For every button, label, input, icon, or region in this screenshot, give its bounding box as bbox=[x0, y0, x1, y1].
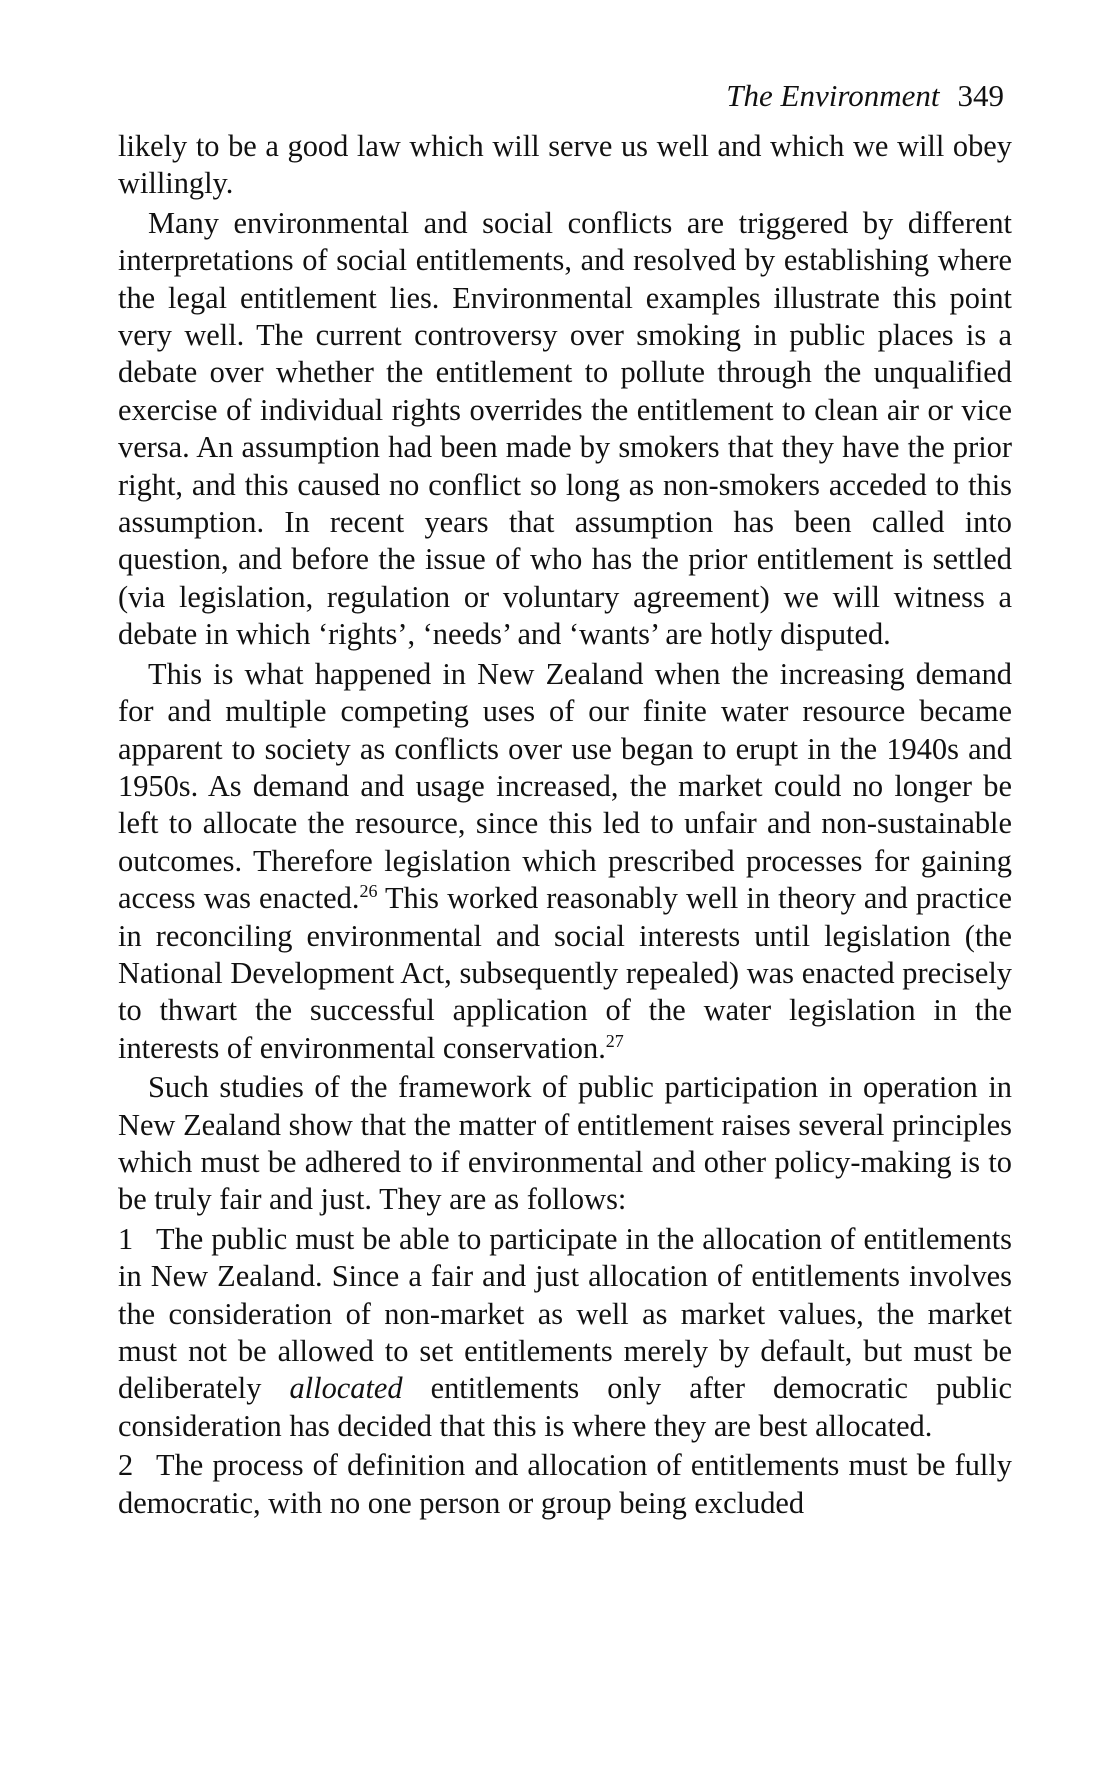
paragraph-1: likely to be a good law which will serve us well and which we will obey willingly. bbox=[118, 129, 1012, 201]
list-item-2-text: The process of definition and allocation of entitlements must be fully democratic, with no one person or group being excluded bbox=[118, 1448, 1012, 1520]
paragraph-3-text-b: This worked reasonably well in theory and practice in reconciling environmental and social interests until legislation (the National Development Act, subsequently repealed) was enacted precisely to thwart the successful application of the water legislation in the interests of environmental conservation. bbox=[118, 881, 1012, 1065]
paragraph-3-text-a: This is what happened in New Zealand when the increasing demand for and multiple competing uses of our finite water resource became apparent to society as conflicts over use began to erupt in the 1940s and 1950s. As demand and usage increased, the market could no longer be left to allocate the resource, since this led to unfair and non-sustainable outcomes. Therefore legislation which prescribed processes for gaining access was enacted. bbox=[118, 656, 1012, 916]
list-item-1-number: 1 bbox=[118, 1221, 134, 1256]
list-item-2-number: 2 bbox=[118, 1448, 134, 1483]
list-item-1 bbox=[118, 1221, 1012, 1445]
list-item-1-text-b: entitlements only after democratic public consideration has decided that this is where they are best allocated. bbox=[118, 1371, 1012, 1443]
paragraph-2: Many environmental and social conflicts are triggered by different interpretations of social entitlements, and resolved by establishing where the legal entitlement lies. Environmental examples illustrate this point very well. The current controversy over smoking in public places is a debate over whether the entitlement to pollute through the unqualified exercise of individual rights overrides the entitlement to clean air or vice versa. An assumption had been made by smokers that they have the prior right, and this caused no conflict so long as non-smokers acceded to this assumption. In recent years that assumption has been called into question, and before the issue of who has the prior entitlement is settled (via legislation, regulation or voluntary agreement) we will witness a debate in which ‘rights’, ‘needs’ and ‘wants’ are hotly disputed. bbox=[118, 205, 1012, 652]
page-number: 349 bbox=[957, 78, 1004, 113]
running-head bbox=[118, 78, 1012, 114]
book-page bbox=[118, 78, 1012, 1524]
footnote-ref-27: 27 bbox=[605, 1030, 624, 1051]
list-item-1-emphasis: allocated bbox=[289, 1371, 403, 1406]
list-item-1-text-a: The public must be able to participate in the allocation of entitlements in New Zealand. Since a fair and just allocation of entitlements involves the consideration of non-market as well as market values, the market must not be allowed to set entitlements merely by default, but must be deliberately bbox=[118, 1221, 1012, 1406]
running-head-title: The Environment bbox=[726, 78, 940, 113]
list-item-2 bbox=[118, 1447, 1012, 1522]
paragraph-3 bbox=[118, 656, 1012, 1067]
footnote-ref-26: 26 bbox=[359, 881, 378, 901]
paragraph-4: Such studies of the framework of public participation in operation in New Zealand show that the matter of entitlement raises several principles which must be adhered to if environmental and other policy-making is to be truly fair and just. They are as follows: bbox=[118, 1070, 1012, 1217]
